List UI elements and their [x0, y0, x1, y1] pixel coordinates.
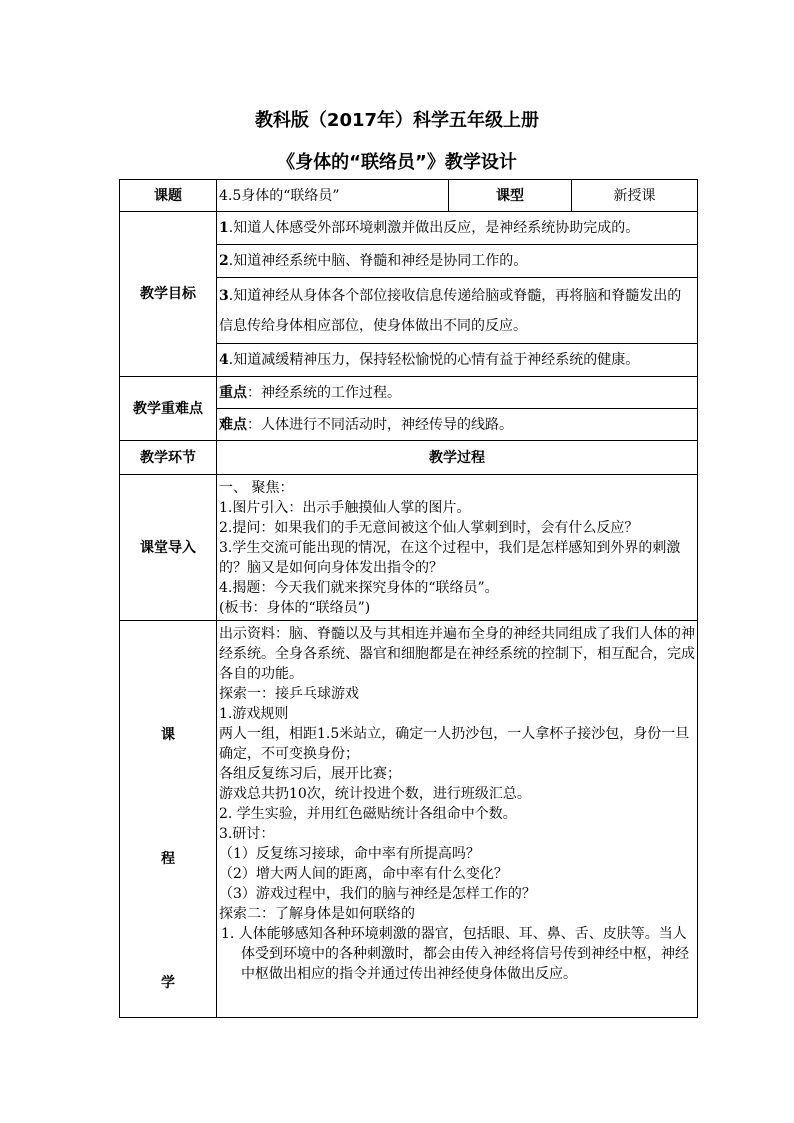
- course-line: 两人一组，相距1.5米站立，确定一人扔沙包，一人拿杯子接沙包，身份一旦确定，不可变换身份；: [219, 726, 690, 762]
- intro-line: 一、 聚焦：: [219, 479, 294, 496]
- course-list-item: 1. 人体能够感知各种环境刺激的器官，包括眼、耳、鼻、舌、皮肤等。当人体受到环境中的各种刺激时，都会由传入神经将信号传到神经中枢，神经中枢做出相应的指令并通过传出神经使身体做出反应。: [221, 926, 689, 982]
- course-line: 3.研讨：: [219, 826, 275, 842]
- course-line: 游戏总共扔10次，统计投进个数，进行班级汇总。: [219, 786, 531, 802]
- intro-line: 4.揭题：今天我们就来探究身体的“联络员”。: [219, 579, 499, 596]
- key-points-label: 教学重难点: [120, 377, 217, 441]
- document-title: 教科版（2017年）科学五年级上册: [254, 110, 540, 131]
- course-line: 探索一：接乒乓球游戏: [219, 686, 359, 702]
- course-line: （3）游戏过程中，我们的脑与神经是怎样工作的？: [219, 886, 536, 902]
- course-line: 探索二：了解身体是如何联络的: [219, 906, 415, 922]
- info-row: [120, 180, 698, 212]
- difficult-point: 难点：人体进行不同活动时，神经传导的线路。: [217, 409, 698, 441]
- objective-item-4: 4.知道减缓精神压力，保持轻松愉悦的心情有益于神经系统的健康。: [217, 344, 698, 377]
- intro-line: 1.图片引入：出示手触摸仙人掌的图片。: [219, 499, 471, 516]
- topic-label: 课题: [120, 180, 217, 212]
- course-char-2: 程: [161, 851, 175, 867]
- stage-label: 教学环节: [120, 441, 217, 475]
- key-point: 重点：神经系统的工作过程。: [217, 377, 698, 409]
- course-char-1: 课: [161, 727, 175, 743]
- type-value: 新授课: [572, 180, 698, 212]
- process-label: 教学过程: [217, 441, 698, 475]
- type-label: 课型: [449, 180, 572, 212]
- course-line: 出示资料：脑、脊髓以及与其相连并遍布全身的神经共同组成了我们人体的神经系统。全身各系统、器官和细胞都是在神经系统的控制下，相互配合，完成各自的功能。: [219, 626, 695, 682]
- intro-content: [217, 475, 698, 621]
- intro-line: 2.提问：如果我们的手无意间被这个仙人掌刺到时，会有什么反应？: [219, 519, 639, 536]
- process-header-row: [120, 441, 698, 475]
- intro-label: 课堂导入: [120, 475, 217, 621]
- intro-line: (板书：身体的“联络员”): [219, 599, 371, 616]
- course-label: [120, 621, 217, 1018]
- objective-item-3: 3.知道神经从身体各个部位接收信息传递给脑或脊髓，再将脑和脊髓发出的信息传给身体相应部位，使身体做出不同的反应。: [217, 278, 698, 344]
- objectives-label: 教学目标: [120, 212, 217, 377]
- lesson-title: 《身体的“联络员”》教学设计: [277, 152, 517, 173]
- lesson-plan-table: [119, 179, 698, 1018]
- course-line: （2）增大两人间的距离，命中率有什么变化？: [219, 866, 508, 882]
- objective-item-2: 2.知道神经系统中脑、脊髓和神经是协同工作的。: [217, 245, 698, 278]
- course-line: 各组反复练习后，展开比赛；: [219, 766, 401, 782]
- course-char-3: 学: [161, 975, 175, 991]
- objective-item-1: 1.知道人体感受外部环境刺激并做出反应，是神经系统协助完成的。: [217, 212, 698, 245]
- course-content: [217, 621, 698, 1018]
- intro-line: 3.学生交流可能出现的情况，在这个过程中，我们是怎样感知到外界的刺激的？脑又是如何向身体发出指令的？: [219, 539, 681, 576]
- topic-value: 4.5身体的“联络员”: [217, 180, 449, 212]
- course-line: 2. 学生实验，并用红色磁贴统计各组命中个数。: [219, 806, 517, 822]
- course-line: （1）反复练习接球，命中率有所提高吗？: [219, 846, 480, 862]
- course-line: 1.游戏规则: [219, 706, 289, 722]
